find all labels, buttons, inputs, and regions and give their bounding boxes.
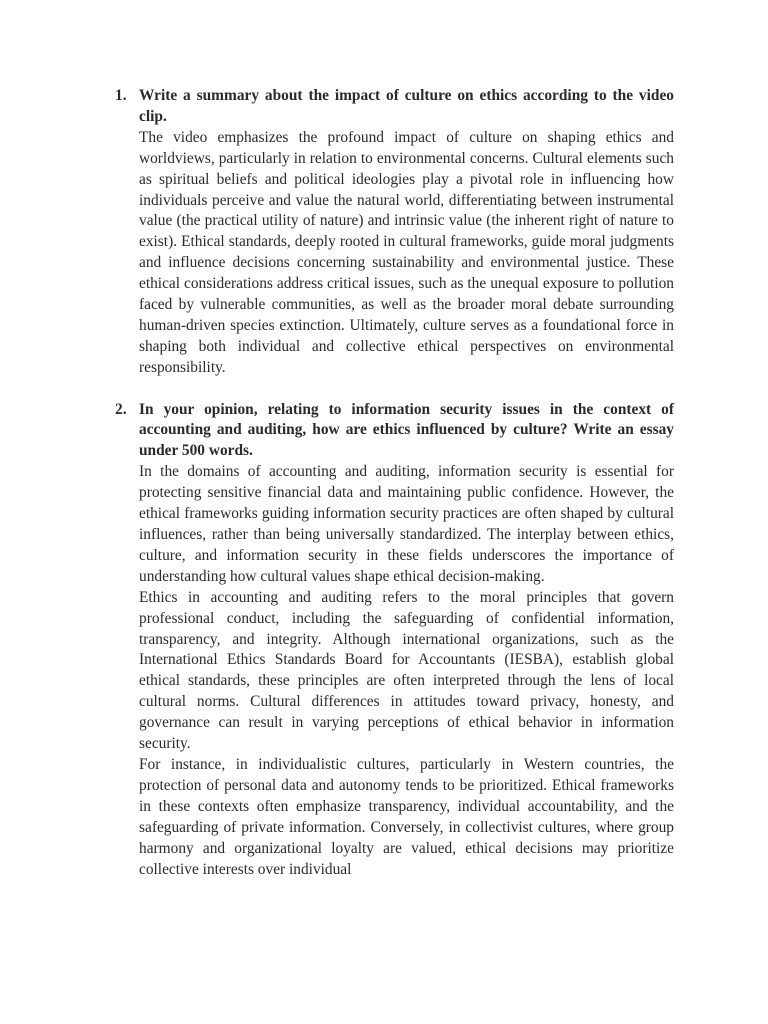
- question-item-2: [108, 400, 674, 881]
- question-text: In your opinion, relating to information security issues in the context of accounting and auditing, how are ethics influenced by culture? Write an essay under 500 words.: [139, 400, 674, 460]
- answer-paragraph: Ethics in accounting and auditing refers to the moral principles that govern professional conduct, including the safeguarding of confidential information, transparency, and integrity. Although international organizations, such as the International Ethics Standards Board for Accountants (IESBA), establish global ethical standards, these principles are often interpreted through the lens of local cultural norms. Cultural differences in attitudes toward privacy, honesty, and governance can result in varying perceptions of ethical behavior in information security.: [139, 588, 674, 753]
- question-number: 2.: [115, 400, 127, 418]
- question-item-1: [108, 86, 674, 379]
- question-number: 1.: [115, 87, 127, 104]
- answer-paragraph: The video emphasizes the profound impact of culture on shaping ethics and worldviews, particularly in relation to environmental concerns. Cultural elements such as spiritual beliefs and political ideologies play a pivotal role in influencing how individuals perceive and value the natural world, differentiating between instrumental value (the practical utility of nature) and intrinsic value (the inherent right of nature to exist). Ethical standards, deeply rooted in cultural frameworks, guide moral judgments and influence decisions concerning sustainability and environmental justice. These ethical considerations address critical issues, such as the unequal exposure to pollution faced by vulnerable communities, as well as the broader moral debate surrounding human-driven species extinction. Ultimately, culture serves as a foundational force in shaping both individual and collective ethical perspectives on environmental responsibility.: [139, 128, 674, 376]
- question-text: Write a summary about the impact of culture on ethics according to the video clip.: [139, 87, 674, 125]
- answer-paragraph: For instance, in individualistic cultures, particularly in Western countries, the protection of personal data and autonomy tends to be prioritized. Ethical frameworks in these contexts often emphasize transparency, individual accountability, and the safeguarding of private information. Conversely, in collectivist cultures, where group harmony and organizational loyalty are valued, ethical decisions may prioritize collective interests over individual: [139, 755, 674, 878]
- question-list: [108, 86, 674, 880]
- answer-paragraph: In the domains of accounting and auditing, information security is essential for protecting sensitive financial data and maintaining public confidence. However, the ethical frameworks guiding information security practices are often shaped by cultural influences, rather than being universally standardized. The interplay between ethics, culture, and information security in these fields underscores the importance of understanding how cultural values shape ethical decision-making.: [139, 463, 674, 585]
